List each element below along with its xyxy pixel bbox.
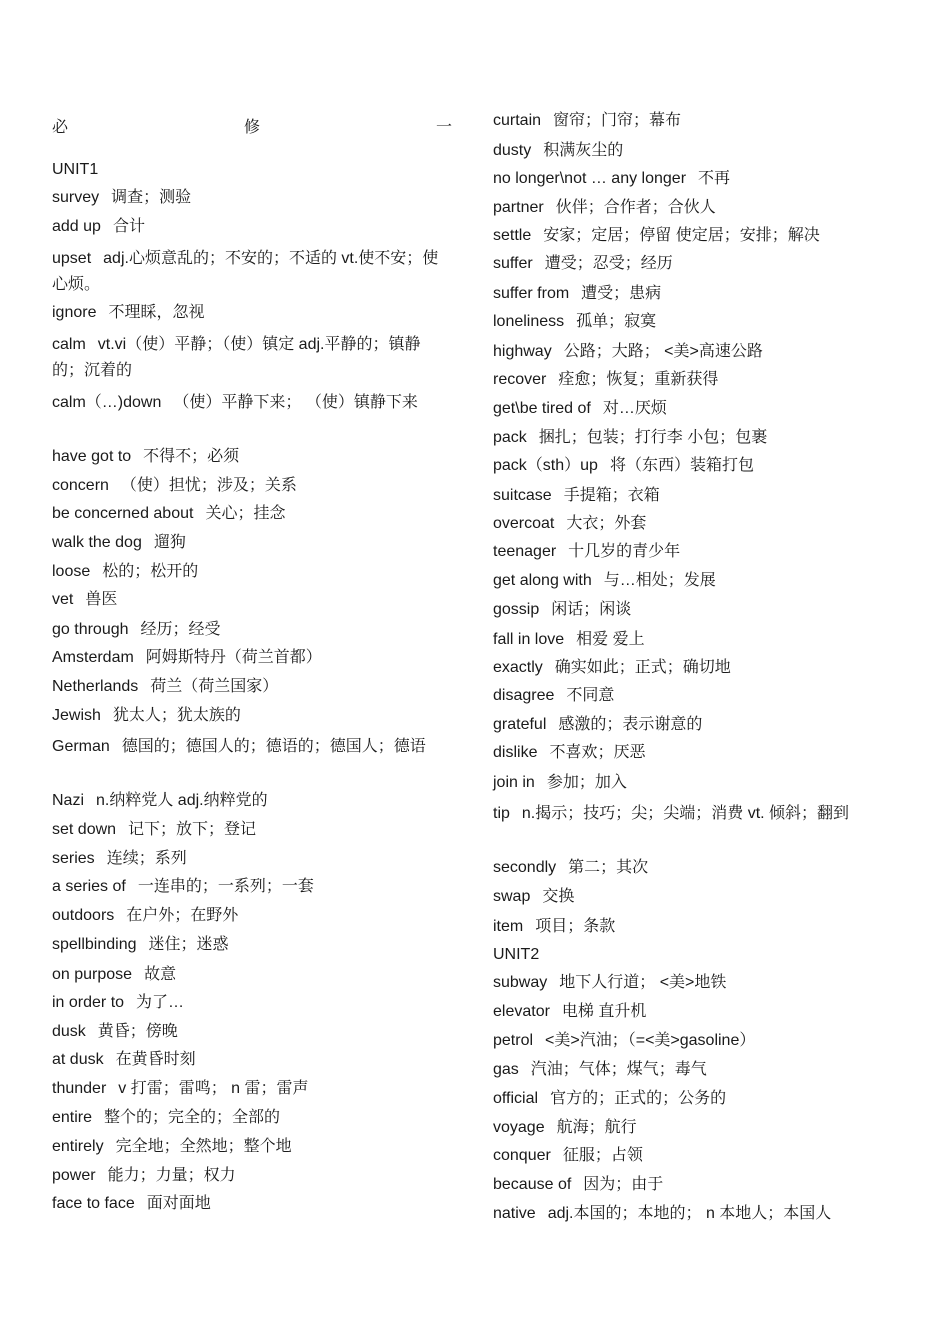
vocab-entry [52, 965, 176, 985]
vocab-term: face to face [52, 1195, 135, 1212]
vocab-definition: 不理睬，忽视 [108, 304, 205, 321]
vocab-entry [52, 1194, 211, 1214]
vocab-definition: 不同意 [566, 687, 615, 704]
vocab-term: recover [493, 371, 547, 388]
vocab-definition: 积满灰尘的 [543, 142, 624, 159]
vocab-entry [493, 342, 763, 362]
vocab-entry [493, 917, 615, 937]
vocab-entry [493, 254, 673, 274]
vocab-definition: 痊愈；恢复；重新获得 [558, 371, 719, 388]
vocab-definition: 不再 [698, 170, 731, 187]
vocab-entry [493, 658, 731, 678]
unit-heading: UNIT2 [493, 946, 540, 963]
vocab-definition: adj.本国的；本地的； n 本地人；本国人 [547, 1205, 832, 1222]
vocab-entry [493, 226, 820, 246]
vocab-term: be concerned about [52, 505, 194, 522]
vocab-term: have got to [52, 448, 132, 465]
vocab-definition: 松的；松开的 [102, 563, 199, 580]
vocab-definition: 德国的；德国人的；德语的；德国人；德语 [121, 738, 426, 755]
vocab-term: disagree [493, 687, 555, 704]
vocab-definition: 感激的；表示谢意的 [558, 716, 703, 733]
vocab-term: pack [493, 429, 527, 446]
vocab-entry [493, 715, 702, 735]
vocab-entry [493, 1060, 707, 1080]
vocab-definition: 荷兰（荷兰国家） [150, 678, 279, 695]
vocab-term: loneliness [493, 313, 565, 330]
vocab-term: upset [52, 250, 92, 267]
vocab-term: petrol [493, 1032, 534, 1049]
vocab-term: overcoat [493, 515, 555, 532]
vocab-entry [493, 600, 631, 620]
vocab-definition: 将（东西）装箱打包 [609, 457, 754, 474]
vocab-definition: 十几岁的青少年 [568, 543, 681, 560]
vocab-definition: 闲话；闲谈 [551, 601, 632, 618]
vocab-term: elevator [493, 1003, 550, 1020]
vocab-definition: 故意 [144, 966, 177, 983]
vocab-term: a series of [52, 878, 126, 895]
vocab-entry [52, 791, 268, 811]
vocab-term: dusty [493, 142, 532, 159]
vocab-definition: 安家；定居；停留 使定居；安排；解决 [543, 227, 820, 244]
vocab-entry [52, 1050, 196, 1070]
vocab-definition: 征服；占领 [562, 1147, 643, 1164]
vocab-term: calm [52, 336, 86, 353]
vocab-entry [52, 217, 145, 237]
vocab-definition: （使）平静下来； （使）镇静下来 [173, 394, 418, 411]
vocab-entry [52, 1022, 178, 1042]
vocab-entry [52, 820, 256, 840]
vocab-entry [493, 486, 660, 506]
vocab-definition: 官方的；正式的；公务的 [550, 1090, 727, 1107]
vocab-entry [52, 877, 314, 897]
vocab-definition: 不得不；必须 [143, 448, 240, 465]
vocab-definition: 地下人行道； <美>地铁 [559, 974, 727, 991]
vocab-entry [493, 312, 656, 332]
title-char-2: 修 [243, 119, 260, 136]
vocab-entry [493, 973, 726, 993]
vocab-term: teenager [493, 543, 557, 560]
vocab-entry [493, 1089, 726, 1109]
vocab-term: set down [52, 821, 117, 838]
vocab-definition: 第二；其次 [568, 859, 649, 876]
vocab-term: settle [493, 227, 532, 244]
vocab-term: go through [52, 621, 129, 638]
vocab-definition: 公路；大路； <美>高速公路 [563, 343, 763, 360]
vocab-term: survey [52, 189, 100, 206]
vocab-definition: 伙伴；合作者；合伙人 [555, 199, 716, 216]
vocab-term: at dusk [52, 1051, 104, 1068]
vocab-term: no longer\not … any longer [493, 170, 687, 187]
vocab-entry [52, 1079, 309, 1099]
vocab-entry [493, 456, 754, 476]
vocab-definition: 调查；测验 [111, 189, 192, 206]
vocab-term: Amsterdam [52, 649, 134, 666]
vocab-term: pack（sth）up [493, 457, 598, 474]
vocab-term: conquer [493, 1147, 551, 1164]
vocab-entry [493, 399, 667, 419]
vocab-definition: 相爱 爱上 [576, 631, 645, 648]
vocab-definition: 迷住；迷惑 [148, 936, 229, 953]
vocab-term: official [493, 1090, 539, 1107]
vocab-term: thunder [52, 1080, 107, 1097]
vocab-term: spellbinding [52, 936, 137, 953]
vocab-entry [52, 935, 229, 955]
vocab-entry [52, 246, 452, 298]
vocab-term: item [493, 918, 524, 935]
vocab-term: join in [493, 774, 535, 791]
vocab-definition: 手提箱；衣箱 [563, 487, 660, 504]
vocab-entry [493, 1118, 637, 1138]
vocab-definition: 一连串的；一系列；一套 [137, 878, 314, 895]
vocab-entry [52, 590, 117, 610]
vocab-definition: 面对面地 [146, 1195, 211, 1212]
vocab-entry [493, 370, 718, 390]
vocab-term: curtain [493, 112, 542, 129]
vocab-term: Netherlands [52, 678, 139, 695]
vocab-definition: 经历；经受 [140, 621, 221, 638]
vocab-term: in order to [52, 994, 125, 1011]
title-char-3: 一 [435, 119, 452, 136]
vocab-definition: 为了… [136, 994, 185, 1011]
vocab-entry [493, 1002, 646, 1022]
vocab-term: vet [52, 591, 74, 608]
vocab-definition: 交换 [542, 888, 575, 905]
vocab-term: partner [493, 199, 544, 216]
vocab-term: on purpose [52, 966, 133, 983]
vocab-term: German [52, 738, 110, 755]
vocab-term: ignore [52, 304, 97, 321]
vocab-definition: n.纳粹党人 adj.纳粹党的 [96, 792, 268, 809]
vocab-entry [52, 303, 205, 323]
vocab-entry [52, 706, 241, 726]
vocab-entry [493, 773, 627, 793]
vocab-term: highway [493, 343, 552, 360]
vocab-term: Jewish [52, 707, 101, 724]
vocab-term: loose [52, 563, 91, 580]
vocab-entry [52, 476, 297, 496]
vocab-entry [52, 390, 452, 416]
vocab-definition: （使）担忧；涉及；关系 [120, 477, 297, 494]
vocab-definition: 不喜欢；厌恶 [549, 744, 646, 761]
vocab-entry [52, 677, 278, 697]
vocab-entry [52, 849, 187, 869]
vocab-entry [52, 504, 285, 524]
vocab-entry [493, 1031, 755, 1051]
vocab-term: calm（…)down [52, 394, 162, 411]
title-char-1: 必 [52, 119, 69, 136]
vocab-entry [52, 562, 198, 582]
vocab-term: dusk [52, 1023, 86, 1040]
vocab-entry [52, 447, 239, 467]
vocab-definition: 在黄昏时刻 [115, 1051, 196, 1068]
vocab-term: get\be tired of [493, 400, 591, 417]
vocab-definition: 整个的；完全的；全部的 [104, 1109, 281, 1126]
vocab-entry [52, 620, 221, 640]
vocab-entry [493, 571, 716, 591]
vocab-term: tip [493, 805, 510, 822]
vocab-entry [52, 993, 184, 1013]
vocab-entry [493, 858, 648, 878]
vocab-definition: adj.心烦意乱的；不安的；不适的 vt.使不安；使心烦。 [52, 250, 439, 293]
vocab-term: series [52, 850, 95, 867]
vocab-definition: 与…相处；发展 [603, 572, 716, 589]
vocab-definition: 兽医 [85, 591, 118, 608]
vocab-entry [493, 1175, 663, 1195]
vocab-entry [493, 630, 645, 650]
vocab-definition: 完全地；全然地；整个地 [115, 1138, 292, 1155]
vocab-definition: <美>汽油；（=<美>gasoline） [545, 1032, 756, 1049]
vocab-definition: 连续；系列 [106, 850, 187, 867]
vocab-term: Nazi [52, 792, 85, 809]
vocab-definition: v 打雷；雷鸣； n 雷；雷声 [118, 1080, 309, 1097]
vocab-entry [52, 1108, 280, 1128]
vocab-term: subway [493, 974, 548, 991]
vocab-definition: 汽油；气体；煤气；毒气 [530, 1061, 707, 1078]
vocab-entry [493, 887, 574, 907]
vocab-definition: 遭受；患病 [581, 285, 662, 302]
vocab-term: because of [493, 1176, 572, 1193]
vocab-definition: 遭受；忍受；经历 [544, 255, 673, 272]
vocab-term: suffer from [493, 285, 570, 302]
vocab-definition: 合计 [112, 218, 145, 235]
vocab-term: concern [52, 477, 109, 494]
vocab-definition: 在户外；在野外 [126, 907, 239, 924]
vocab-entry [52, 734, 452, 760]
vocab-entry [52, 188, 191, 208]
vocab-term: entirely [52, 1138, 104, 1155]
vocab-definition: 孤单；寂寞 [576, 313, 657, 330]
vocab-term: native [493, 1205, 536, 1222]
vocab-term: get along with [493, 572, 592, 589]
vocab-entry [52, 906, 238, 926]
vocab-entry [493, 141, 623, 161]
vocab-term: gas [493, 1061, 519, 1078]
vocab-entry [52, 1137, 292, 1157]
vocab-definition: 窗帘；门帘；幕布 [553, 112, 682, 129]
vocab-term: power [52, 1167, 96, 1184]
vocab-term: gossip [493, 601, 540, 618]
vocab-term: swap [493, 888, 531, 905]
vocab-term: suitcase [493, 487, 552, 504]
vocab-entry [493, 1204, 831, 1224]
vocab-definition: 对…厌烦 [602, 400, 667, 417]
vocab-definition: 捆扎；包装；打行李 小包；包裹 [538, 429, 768, 446]
vocab-entry [493, 198, 716, 218]
vocab-term: walk the dog [52, 534, 142, 551]
vocab-entry [493, 801, 893, 827]
vocab-definition: 电梯 直升机 [561, 1003, 647, 1020]
vocab-definition: 确实如此；正式；确切地 [554, 659, 731, 676]
vocab-definition: vt.vi（使）平静；（使）镇定 adj.平静的；镇静的；沉着的 [52, 336, 421, 379]
vocab-term: voyage [493, 1119, 545, 1136]
vocab-definition: 项目；条款 [535, 918, 616, 935]
vocab-entry [493, 686, 614, 706]
vocab-term: dislike [493, 744, 538, 761]
vocab-entry [493, 542, 680, 562]
vocab-definition: 关心；挂念 [205, 505, 286, 522]
vocab-term: entire [52, 1109, 93, 1126]
vocab-entry [493, 428, 767, 448]
vocab-term: suffer [493, 255, 533, 272]
vocab-entry [52, 1166, 236, 1186]
vocab-definition: 遛狗 [153, 534, 186, 551]
vocab-definition: 航海；航行 [556, 1119, 637, 1136]
vocab-entry [493, 111, 681, 131]
vocab-entry [52, 332, 452, 384]
vocab-definition: 能力；力量；权力 [107, 1167, 236, 1184]
vocab-entry [493, 743, 645, 763]
vocab-term: outdoors [52, 907, 115, 924]
vocab-definition: 记下；放下；登记 [128, 821, 257, 838]
vocab-definition: 阿姆斯特丹（荷兰首都） [145, 649, 322, 666]
vocab-term: add up [52, 218, 101, 235]
vocab-entry [493, 514, 646, 534]
vocab-entry [493, 284, 661, 304]
vocab-definition: 因为；由于 [583, 1176, 664, 1193]
vocab-term: fall in love [493, 631, 565, 648]
vocab-definition: 黄昏；傍晚 [97, 1023, 178, 1040]
vocab-entry [52, 648, 322, 668]
vocab-definition: 大衣；外套 [566, 515, 647, 532]
vocab-entry [52, 533, 186, 553]
unit-heading: UNIT1 [52, 161, 99, 178]
vocab-term: grateful [493, 716, 547, 733]
vocab-definition: n.揭示；技巧；尖；尖端；消费 vt. 倾斜；翻到 [521, 805, 850, 822]
vocab-term: exactly [493, 659, 543, 676]
vocab-entry [493, 1146, 643, 1166]
vocab-term: secondly [493, 859, 557, 876]
document-title [52, 118, 452, 138]
vocab-definition: 犹太人；犹太族的 [112, 707, 241, 724]
vocab-definition: 参加；加入 [546, 774, 627, 791]
vocab-entry [493, 169, 730, 189]
